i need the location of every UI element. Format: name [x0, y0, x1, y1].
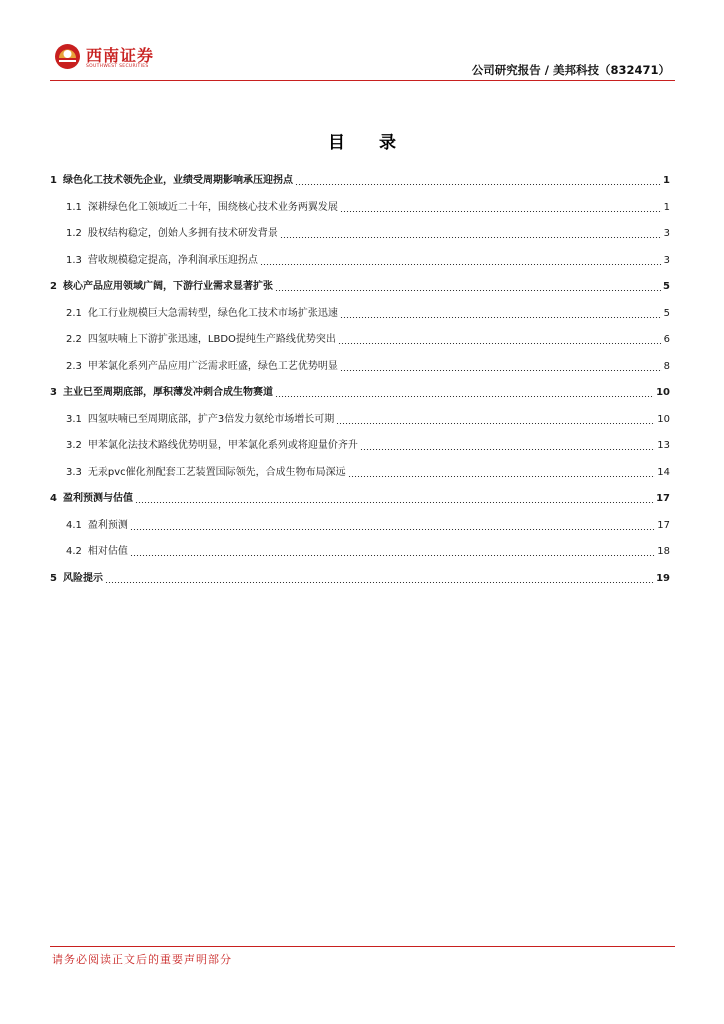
- toc-entry[interactable]: [50, 301, 674, 321]
- toc-entry[interactable]: [50, 195, 674, 215]
- toc-entry-number: 1: [50, 175, 57, 186]
- toc-entry-title: 核心产品应用领域广阔，下游行业需求显著扩张: [62, 281, 273, 292]
- toc-entry-page-number: 10: [657, 413, 670, 425]
- toc-dot-leader: [130, 555, 655, 556]
- toc-entry-title: 甲苯氯化法技术路线优势明显，甲苯氯化系列或将迎量价齐升: [87, 440, 358, 451]
- toc-entry-number: 5: [50, 572, 57, 584]
- toc-entry-title: 主业已至周期底部，厚积薄发冲刺合成生物赛道: [62, 387, 273, 398]
- toc-entry-number: 1.3: [66, 254, 82, 266]
- toc-entry[interactable]: [50, 460, 674, 480]
- toc-entry-title: 甲苯氯化系列产品应用广泛需求旺盛，绿色工艺优势明显: [87, 360, 338, 372]
- toc-dot-leader: [280, 237, 662, 238]
- toc-entry-number: 2.2: [66, 334, 82, 345]
- toc-entry-page-number: 5: [663, 281, 670, 292]
- toc-entry-title: 风险提示: [62, 572, 103, 584]
- toc-dot-leader: [340, 317, 662, 318]
- toc-dot-leader: [338, 343, 662, 344]
- toc-entry[interactable]: [50, 433, 674, 453]
- toc-entry-title: 深耕绿色化工领域近二十年，围绕核心技术业务两翼发展: [87, 201, 338, 213]
- toc-entry[interactable]: [50, 327, 674, 347]
- toc-title: 目 录: [328, 133, 410, 153]
- toc-entry-number: 1.1: [66, 201, 82, 213]
- company-logo: [54, 43, 204, 75]
- page-header: [0, 0, 724, 82]
- toc-entry-page-number: 14: [657, 466, 670, 478]
- toc-dot-leader: [295, 184, 661, 185]
- toc-entry[interactable]: [50, 274, 674, 294]
- toc-entry[interactable]: [50, 407, 674, 427]
- toc-entry-page-number: 17: [657, 519, 670, 531]
- toc-entry[interactable]: [50, 486, 674, 506]
- toc-entry[interactable]: [50, 513, 674, 533]
- toc-entry[interactable]: [50, 221, 674, 241]
- toc-entry-title: 无汞pvc催化剂配套工艺装置国际领先，合成生物布局深远: [87, 466, 346, 478]
- toc-entry-page-number: 3: [663, 254, 670, 266]
- toc-dot-leader: [275, 396, 654, 397]
- toc-entry-page-number: 18: [657, 546, 670, 557]
- toc-entry-number: 4.2: [66, 546, 82, 557]
- toc-entry-number: 3: [50, 387, 57, 398]
- footer-disclaimer: 请务必阅读正文后的重要声明部分: [52, 953, 232, 966]
- toc-entry-title: 盈利预测与估值: [62, 493, 133, 504]
- toc-dot-leader: [336, 423, 655, 424]
- logo-emblem-icon: [54, 43, 81, 70]
- toc-entry-title: 股权结构稳定，创始人多拥有技术研发背景: [87, 228, 278, 239]
- toc-dot-leader: [340, 370, 662, 371]
- toc-entry-page-number: 1: [663, 175, 670, 186]
- toc-entry[interactable]: [50, 566, 674, 586]
- toc-dot-leader: [340, 211, 662, 212]
- toc-entry-page-number: 8: [663, 360, 670, 372]
- header-divider: [50, 80, 675, 81]
- toc-entry-title: 绿色化工技术领先企业，业绩受周期影响承压迎拐点: [62, 175, 293, 186]
- toc-entry-number: 3.1: [66, 413, 82, 425]
- toc-entry[interactable]: [50, 168, 674, 188]
- toc-entry[interactable]: [50, 380, 674, 400]
- toc-entry-number: 4.1: [66, 519, 82, 531]
- toc-entry-page-number: 19: [656, 572, 670, 584]
- toc-dot-leader: [105, 582, 654, 583]
- toc-entry-title: 四氢呋喃上下游扩张迅速，LBDO提纯生产路线优势突出: [87, 334, 336, 345]
- toc-entry-page-number: 5: [663, 307, 670, 319]
- toc-entry-page-number: 1: [663, 201, 670, 213]
- toc-entry-page-number: 6: [663, 334, 670, 345]
- logo-text-cn: 西南证券: [86, 46, 155, 65]
- toc-entry-title: 化工行业规模巨大急需转型，绿色化工技术市场扩张迅速: [87, 307, 338, 319]
- toc-entry-number: 3.3: [66, 466, 82, 478]
- toc-dot-leader: [130, 529, 655, 530]
- toc-entry-page-number: 17: [656, 493, 670, 504]
- toc-dot-leader: [348, 476, 656, 477]
- toc-entry-number: 2: [50, 281, 57, 292]
- toc-entry-page-number: 10: [656, 387, 670, 398]
- toc-entry-page-number: 3: [663, 228, 670, 239]
- toc-entry-page-number: 13: [657, 440, 670, 451]
- toc-dot-leader: [135, 502, 654, 503]
- toc-entry-number: 2.3: [66, 360, 82, 372]
- toc-dot-leader: [360, 449, 655, 450]
- toc-entry-title: 相对估值: [87, 546, 128, 557]
- footer-divider: [50, 946, 675, 947]
- toc-entry[interactable]: [50, 539, 674, 559]
- toc-entry-title: 四氢呋喃已至周期底部，扩产3倍发力氨纶市场增长可期: [87, 413, 335, 425]
- toc-entry-number: 3.2: [66, 440, 82, 451]
- logo-text-en: SOUTHWEST SECURITIES: [86, 64, 149, 69]
- toc-entry-number: 1.2: [66, 228, 82, 239]
- toc-entry[interactable]: [50, 248, 674, 268]
- toc-entry-number: 4: [50, 493, 57, 504]
- toc-entry-number: 2.1: [66, 307, 82, 319]
- report-title: 公司研究报告 / 美邦科技（832471）: [471, 63, 670, 77]
- toc-entry[interactable]: [50, 354, 674, 374]
- toc-dot-leader: [275, 290, 661, 291]
- toc-dot-leader: [260, 264, 662, 265]
- toc-entry-title: 盈利预测: [87, 519, 128, 531]
- toc-entry-title: 营收规模稳定提高，净利润承压迎拐点: [87, 254, 258, 266]
